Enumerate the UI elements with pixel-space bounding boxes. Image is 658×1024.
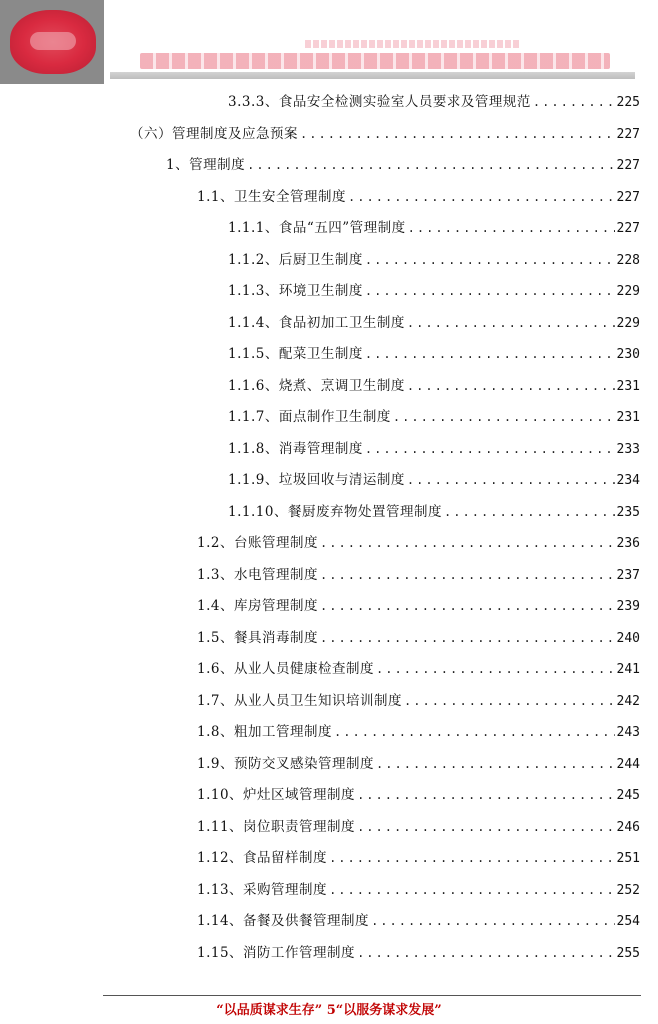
toc-entry-title: （六）管理制度及应急预案 xyxy=(130,126,298,142)
toc-page-number: 231 xyxy=(616,410,640,425)
header-subtitle-blurred xyxy=(305,40,520,48)
toc-dot-leader xyxy=(300,123,615,145)
toc-dot-leader xyxy=(357,816,614,838)
toc-entry-title: 1.11、岗位职责管理制度 xyxy=(197,819,356,835)
toc-entry[interactable] xyxy=(197,595,640,617)
toc-entry[interactable] xyxy=(197,627,640,649)
toc-entry-title: 1.1.4、食品初加工卫生制度 xyxy=(228,315,405,331)
toc-entry-title: 1.7、从业人员卫生知识培训制度 xyxy=(197,693,402,709)
toc-dot-leader xyxy=(408,217,615,239)
toc-entry[interactable] xyxy=(197,564,640,586)
header-divider-bar xyxy=(110,72,635,79)
toc-entry[interactable] xyxy=(197,910,640,932)
toc-page-number: 229 xyxy=(616,316,640,331)
toc-page-number: 241 xyxy=(616,662,640,677)
toc-entry-title: 1.1.8、消毒管理制度 xyxy=(228,441,363,457)
toc-entry-title: 1.5、餐具消毒制度 xyxy=(197,630,318,646)
toc-page-number: 252 xyxy=(616,883,640,898)
toc-entry-title: 3.3.3、食品安全检测实验室人员要求及管理规范 xyxy=(228,94,531,110)
toc-entry-title: 1.1.10、餐厨废弃物处置管理制度 xyxy=(228,504,442,520)
toc-dot-leader xyxy=(320,627,615,649)
toc-page-number: 242 xyxy=(616,694,640,709)
toc-dot-leader xyxy=(404,690,615,712)
toc-entry-title: 1.10、炉灶区域管理制度 xyxy=(197,787,356,803)
toc-entry-title: 1、管理制度 xyxy=(166,157,246,173)
toc-entry[interactable] xyxy=(197,784,640,806)
toc-entry[interactable] xyxy=(228,91,640,113)
toc-page-number: 231 xyxy=(616,379,640,394)
toc-entry[interactable] xyxy=(228,469,640,491)
toc-entry-title: 1.12、食品留样制度 xyxy=(197,850,328,866)
toc-entry[interactable] xyxy=(166,154,640,176)
toc-entry[interactable] xyxy=(130,123,640,145)
toc-dot-leader xyxy=(247,154,614,176)
toc-dot-leader xyxy=(407,375,615,397)
toc-entry-title: 1.4、库房管理制度 xyxy=(197,598,318,614)
toc-entry-title: 1.1.1、食品“五四”管理制度 xyxy=(228,220,406,236)
toc-entry[interactable] xyxy=(197,816,640,838)
toc-entry[interactable] xyxy=(197,847,640,869)
toc-entry-title: 1.1.5、配菜卫生制度 xyxy=(228,346,363,362)
toc-page-number: 233 xyxy=(616,442,640,457)
toc-entry-title: 1.1.6、烧煮、烹调卫生制度 xyxy=(228,378,405,394)
toc-entry-title: 1.1.2、后厨卫生制度 xyxy=(228,252,363,268)
toc-page-number: 227 xyxy=(616,190,640,205)
toc-page-number: 235 xyxy=(616,505,640,520)
toc-dot-leader xyxy=(365,249,615,271)
toc-page-number: 237 xyxy=(616,568,640,583)
toc-entry-title: 1.13、采购管理制度 xyxy=(197,882,328,898)
toc-entry[interactable] xyxy=(197,753,640,775)
toc-dot-leader xyxy=(334,721,615,743)
toc-entry[interactable] xyxy=(197,942,640,964)
toc-entry[interactable] xyxy=(197,690,640,712)
toc-page-number: 227 xyxy=(616,221,640,236)
toc-entry[interactable] xyxy=(228,312,640,334)
company-logo xyxy=(0,0,104,84)
toc-entry[interactable] xyxy=(197,658,640,680)
toc-entry[interactable] xyxy=(228,343,640,365)
toc-dot-leader xyxy=(533,91,615,113)
toc-dot-leader xyxy=(376,753,615,775)
toc-dot-leader xyxy=(407,312,615,334)
toc-dot-leader xyxy=(371,910,614,932)
toc-dot-leader xyxy=(320,595,615,617)
toc-dot-leader xyxy=(357,784,614,806)
toc-page-number: 240 xyxy=(616,631,640,646)
toc-dot-leader xyxy=(393,406,615,428)
footer-slogan: “以品质谋求生存” 5“以服务谋求发展” xyxy=(216,1003,442,1018)
toc-entry[interactable] xyxy=(228,249,640,271)
toc-page-number: 236 xyxy=(616,536,640,551)
toc-entry[interactable] xyxy=(197,879,640,901)
toc-page-number: 245 xyxy=(616,788,640,803)
toc-entry[interactable] xyxy=(228,217,640,239)
toc-page-number: 225 xyxy=(616,95,640,110)
toc-entry[interactable] xyxy=(197,532,640,554)
toc-entry[interactable] xyxy=(228,280,640,302)
toc-entry-title: 1.15、消防工作管理制度 xyxy=(197,945,356,961)
toc-entry-title: 1.1.9、垃圾回收与清运制度 xyxy=(228,472,405,488)
toc-dot-leader xyxy=(365,438,615,460)
toc-entry-title: 1.6、从业人员健康检查制度 xyxy=(197,661,374,677)
toc-entry[interactable] xyxy=(228,375,640,397)
toc-entry[interactable] xyxy=(228,406,640,428)
toc-entry-title: 1.14、备餐及供餐管理制度 xyxy=(197,913,370,929)
toc-dot-leader xyxy=(444,501,615,523)
toc-page-number: 255 xyxy=(616,946,640,961)
toc-page-number: 246 xyxy=(616,820,640,835)
toc-entry[interactable] xyxy=(197,721,640,743)
toc-dot-leader xyxy=(320,532,615,554)
toc-entry[interactable] xyxy=(228,438,640,460)
toc-page-number: 227 xyxy=(616,158,640,173)
toc-page-number: 234 xyxy=(616,473,640,488)
toc-dot-leader xyxy=(365,280,615,302)
toc-dot-leader xyxy=(329,879,614,901)
toc-entry-title: 1.1.7、面点制作卫生制度 xyxy=(228,409,391,425)
toc-page-number: 254 xyxy=(616,914,640,929)
toc-page-number: 244 xyxy=(616,757,640,772)
toc-entry-title: 1.3、水电管理制度 xyxy=(197,567,318,583)
toc-dot-leader xyxy=(357,942,614,964)
toc-page-number: 230 xyxy=(616,347,640,362)
logo-emblem xyxy=(10,10,96,74)
toc-dot-leader xyxy=(329,847,614,869)
toc-dot-leader xyxy=(376,658,615,680)
toc-entry[interactable] xyxy=(228,501,640,523)
toc-entry-title: 1.1.3、环境卫生制度 xyxy=(228,283,363,299)
toc-page-number: 228 xyxy=(616,253,640,268)
toc-dot-leader xyxy=(365,343,615,365)
toc-entry-title: 1.9、预防交叉感染管理制度 xyxy=(197,756,374,772)
footer-divider xyxy=(103,995,641,996)
toc-entry[interactable] xyxy=(197,186,640,208)
toc-entry-title: 1.2、台账管理制度 xyxy=(197,535,318,551)
toc-page-number: 239 xyxy=(616,599,640,614)
toc-entry-title: 1.1、卫生安全管理制度 xyxy=(197,189,346,205)
toc-dot-leader xyxy=(407,469,615,491)
toc-page-number: 227 xyxy=(616,127,640,142)
toc-page-number: 229 xyxy=(616,284,640,299)
toc-page-number: 251 xyxy=(616,851,640,866)
toc-entry-title: 1.8、粗加工管理制度 xyxy=(197,724,332,740)
header-company-name-blurred xyxy=(140,53,610,69)
toc-dot-leader xyxy=(348,186,615,208)
toc-page-number: 243 xyxy=(616,725,640,740)
toc-dot-leader xyxy=(320,564,615,586)
